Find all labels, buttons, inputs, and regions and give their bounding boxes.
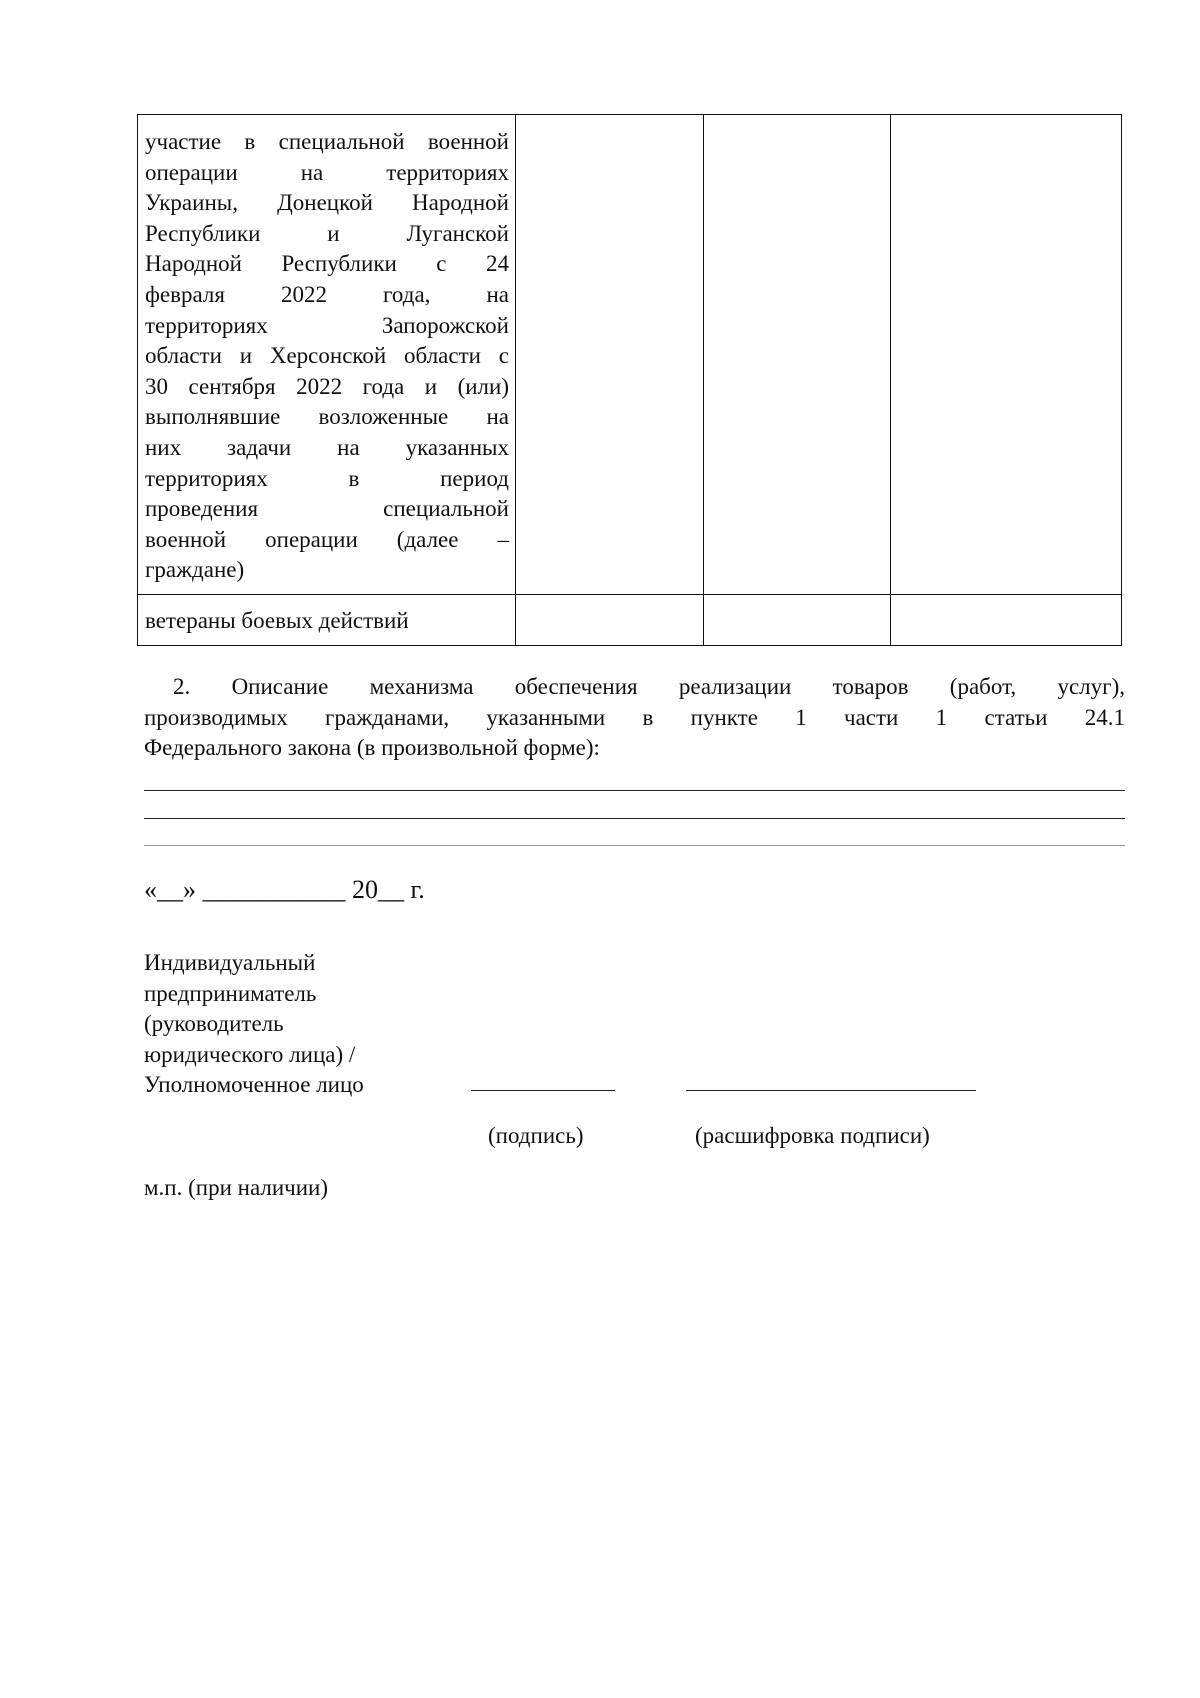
signature-decoding-line bbox=[686, 1090, 976, 1091]
signature-decoding-caption: (расшифровка подписи) bbox=[695, 1123, 930, 1148]
signer-title-line: (руководитель bbox=[144, 1011, 284, 1036]
row-label-line: области и Херсонской области с bbox=[145, 343, 509, 369]
row-label-line: территориях Запорожской bbox=[145, 312, 509, 338]
table-row bbox=[138, 115, 1122, 595]
signature-line bbox=[471, 1090, 615, 1091]
section-2-paragraph bbox=[144, 672, 1125, 764]
signer-title bbox=[144, 948, 464, 1101]
table-row bbox=[138, 594, 1122, 645]
row-label-line: участие в специальной военной bbox=[145, 129, 509, 154]
fill-in-line bbox=[144, 790, 1125, 791]
row-label-line: граждане) bbox=[145, 557, 245, 583]
row-label-line: проведения специальной bbox=[145, 496, 509, 522]
signature-caption: (подпись) bbox=[488, 1123, 584, 1148]
row-label-line: Республики и Луганской bbox=[145, 220, 509, 246]
table-cell bbox=[704, 594, 891, 645]
citizens-table bbox=[137, 114, 1122, 646]
signer-title-line: Уполномоченное лицо bbox=[144, 1072, 364, 1097]
fill-in-line bbox=[144, 818, 1125, 819]
table-cell bbox=[891, 594, 1122, 645]
paragraph-line: Федерального закона (в произвольной форме): bbox=[144, 735, 600, 760]
row-label-line: февраля 2022 года, на bbox=[145, 281, 509, 307]
fill-in-line bbox=[144, 845, 1125, 846]
row-label-line: Украины, Донецкой Народной bbox=[145, 190, 509, 216]
signer-title-line: Индивидуальный bbox=[144, 950, 316, 975]
row-label-cell bbox=[138, 594, 516, 645]
row-label-line: Народной Республики с 24 bbox=[145, 251, 509, 277]
row-label-line: 30 сентября 2022 года и (или) bbox=[145, 373, 509, 399]
row-label-line: территориях в период bbox=[145, 465, 509, 491]
date-line: «__» ___________ 20__ г. bbox=[144, 875, 425, 904]
row-label-line: операции на территориях bbox=[145, 159, 509, 185]
row-label-line: военной операции (далее – bbox=[145, 526, 509, 552]
table-cell bbox=[704, 115, 891, 595]
row-label-line: выполнявшие возложенные на bbox=[145, 404, 509, 430]
table-cell bbox=[516, 115, 704, 595]
signer-title-line: юридического лица) / bbox=[144, 1041, 356, 1067]
row-label-line: них задачи на указанных bbox=[145, 434, 509, 460]
table-cell bbox=[891, 115, 1122, 595]
paragraph-line: 2. Описание механизма обеспечения реализации товаров (работ, услуг), bbox=[173, 674, 1125, 699]
row-label-cell bbox=[138, 115, 516, 595]
signer-title-line: предприниматель bbox=[144, 980, 317, 1006]
paragraph-line: производимых гражданами, указанными в пункте 1 части 1 статьи 24.1 bbox=[144, 704, 1125, 730]
table-cell bbox=[516, 594, 704, 645]
row-label-svo bbox=[138, 115, 515, 594]
row-label-veterans: ветераны боевых действий bbox=[145, 607, 409, 633]
stamp-note: м.п. (при наличии) bbox=[144, 1175, 328, 1200]
